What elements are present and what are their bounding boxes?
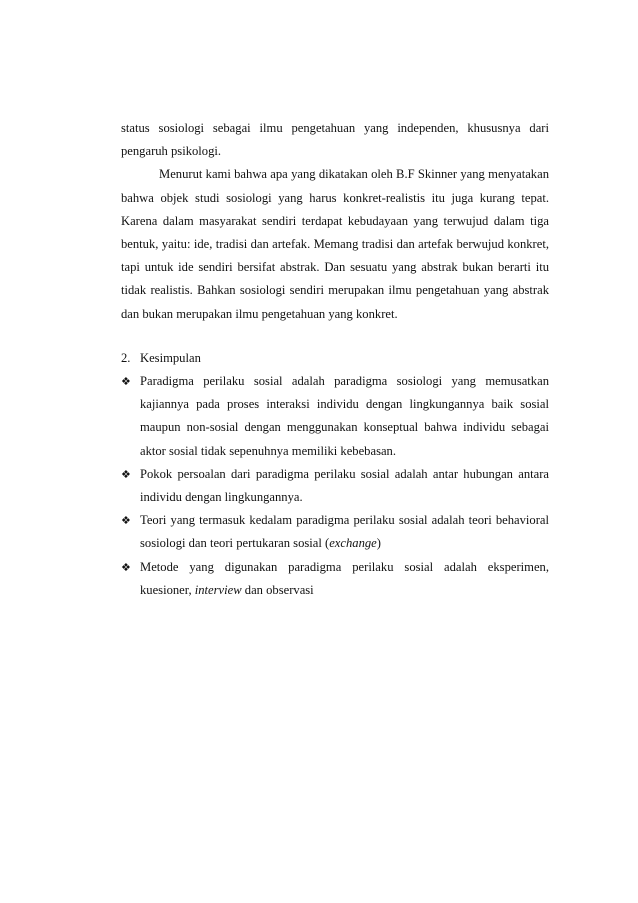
diamond-bullet-icon: ❖: [121, 375, 131, 389]
list-item-italic-term: exchange: [329, 536, 377, 551]
list-item: [121, 370, 549, 463]
diamond-bullet-icon: ❖: [121, 560, 131, 574]
list-item-italic-term: interview: [194, 582, 242, 597]
list-item-text-end: dan observasi: [241, 582, 314, 597]
section-heading: [121, 347, 549, 370]
conclusion-list: [121, 370, 549, 602]
list-item: [121, 463, 549, 509]
page-content: [121, 117, 549, 602]
list-item: [121, 556, 549, 602]
list-item-text: Pokok persoalan dari paradigma perilaku sosial adalah antar hubungan antara individu dengan lingkungannya.: [140, 466, 549, 505]
list-item: [121, 509, 549, 555]
list-item-text: Metode yang digunakan paradigma perilaku sosial adalah eksperimen, kuesioner,: [140, 559, 549, 597]
paragraph-opinion: Menurut kami bahwa apa yang dikatakan oleh B.F Skinner yang menyatakan bahwa objek studi sosiologi yang harus konkret-realistis itu juga kurang tepat. Karena dalam masyarakat sendiri terdapat kebudayaan yang terwujud dalam tiga bentuk, yaitu: ide, tradisi dan artefak. Memang tradisi dan artefak berwujud konkret, tapi untuk ide sendiri bersifat abstrak. Dan sesuatu yang abstrak bukan berarti itu tidak realistis. Bahkan sosiologi sendiri merupakan ilmu pengetahuan yang abstrak dan bukan merupakan ilmu pengetahuan yang konkret.: [121, 167, 549, 321]
list-item-text: Paradigma perilaku sosial adalah paradigma sosiologi yang memusatkan kajiannya pada proses interaksi individu dengan lingkungannya baik sosial maupun non-sosial dengan menggunakan konseptual bahwa individu sebagai aktor sosial tidak sepenuhnya memiliki kebebasan.: [140, 374, 549, 458]
list-item-text-end: ): [376, 536, 381, 551]
paragraph-continuation: status sosiologi sebagai ilmu pengetahuan yang independen, khususnya dari pengaruh psikologi.: [121, 121, 549, 159]
section-number: 2.: [121, 350, 131, 365]
diamond-bullet-icon: ❖: [121, 514, 131, 528]
section-title: Kesimpulan: [140, 350, 201, 365]
diamond-bullet-icon: ❖: [121, 467, 131, 481]
list-item-text: Teori yang termasuk kedalam paradigma perilaku sosial adalah teori behavioral sosiologi dan teori pertukaran sosial (: [140, 513, 549, 551]
